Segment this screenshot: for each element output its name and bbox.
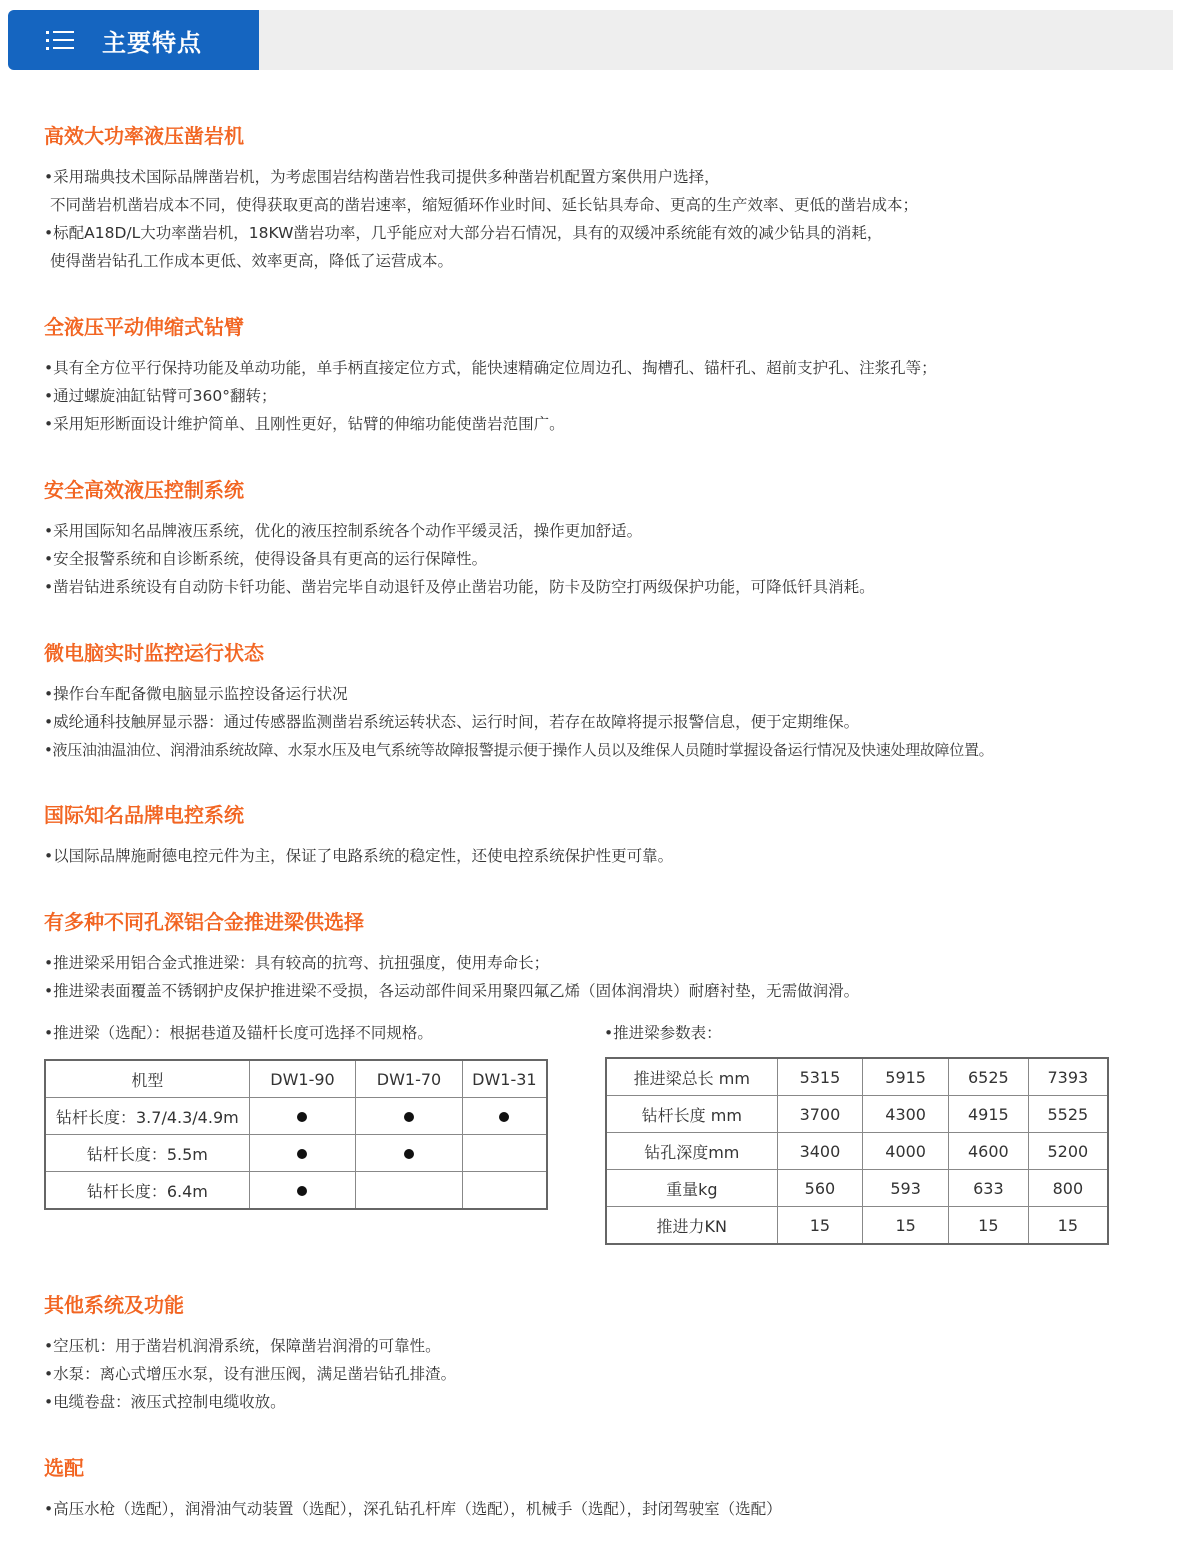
list-item: •以国际品牌施耐德电控元件为主，保证了电路系统的稳定性，还使电控系统保护性更可靠。 bbox=[44, 847, 674, 865]
row-label: 钻杆长度 mm bbox=[606, 1096, 777, 1133]
list-item: •采用矩形断面设计维护简单、且刚性更好，钻臂的伸缩功能使凿岩范围广。 bbox=[44, 415, 565, 433]
section-heading: 全液压平动伸缩式钻臂 bbox=[44, 315, 244, 339]
availability-dot bbox=[297, 1149, 307, 1159]
table-cell: 6525 bbox=[948, 1058, 1028, 1096]
feature-section bbox=[44, 640, 1194, 764]
availability-dot bbox=[404, 1149, 414, 1159]
availability-dot bbox=[499, 1112, 509, 1122]
list-item: •操作台车配备微电脑显示监控设备运行状况 bbox=[44, 685, 348, 703]
table-header-cell: DW1-31 bbox=[462, 1060, 547, 1098]
table-cell: 5315 bbox=[777, 1058, 863, 1096]
table-cell: 800 bbox=[1028, 1170, 1108, 1207]
row-label: 钻孔深度mm bbox=[606, 1133, 777, 1170]
row-label: 钻杆长度：5.5m bbox=[45, 1135, 249, 1172]
page-title: 主要特点 bbox=[102, 28, 202, 57]
table-cell: 15 bbox=[1028, 1207, 1108, 1245]
list-item: •高压水枪（选配），润滑油气动装置（选配），深孔钻孔杆库（选配），机械手（选配），封闭驾驶室（选配） bbox=[44, 1500, 782, 1518]
availability-cell bbox=[249, 1098, 356, 1135]
list-item: •液压油油温油位、润滑油系统故障、水泵水压及电气系统等故障报警提示便于操作人员以及维保人员随时掌握设备运行情况及快速处理故障位置。 bbox=[44, 741, 994, 759]
row-label: 钻杆长度：3.7/4.3/4.9m bbox=[45, 1098, 249, 1135]
table-cell: 7393 bbox=[1028, 1058, 1108, 1096]
availability-dot bbox=[297, 1112, 307, 1122]
section-heading: 高效大功率液压凿岩机 bbox=[44, 124, 244, 148]
feature-section bbox=[44, 314, 1194, 438]
feature-section bbox=[44, 802, 1194, 870]
availability-dot bbox=[297, 1186, 307, 1196]
table-row bbox=[606, 1207, 1108, 1245]
list-item: •水泵：离心式增压水泵，设有泄压阀，满足凿岩钻孔排渣。 bbox=[44, 1365, 457, 1383]
table-header-cell: DW1-90 bbox=[249, 1060, 356, 1098]
list-item: •凿岩钻进系统设有自动防卡钎功能、凿岩完毕自动退钎及停止凿岩功能，防卡及防空打两级保护功能，可降低钎具消耗。 bbox=[44, 578, 875, 596]
feature-section bbox=[44, 123, 1194, 275]
section-heading: 安全高效液压控制系统 bbox=[44, 478, 244, 502]
availability-cell bbox=[462, 1098, 547, 1135]
section-heading: 选配 bbox=[44, 1456, 84, 1480]
table-row bbox=[606, 1058, 1108, 1096]
feature-section bbox=[44, 477, 1194, 601]
table-header-row bbox=[45, 1060, 547, 1098]
list-item: •采用瑞典技术国际品牌凿岩机，为考虑围岩结构凿岩性我司提供多种凿岩机配置方案供用户选择， bbox=[44, 168, 720, 186]
list-item: 使得凿岩钻孔工作成本更低、效率更高，降低了运营成本。 bbox=[50, 252, 454, 270]
table-cell: 3700 bbox=[777, 1096, 863, 1133]
section-heading: 国际知名品牌电控系统 bbox=[44, 803, 244, 827]
list-item: •采用国际知名品牌液压系统，优化的液压控制系统各个动作平缓灵活，操作更加舒适。 bbox=[44, 522, 643, 540]
list-item: •推进梁采用铝合金式推进梁：具有较高的抗弯、抗扭强度，使用寿命长； bbox=[44, 954, 550, 972]
table-cell: 5915 bbox=[863, 1058, 949, 1096]
table-cell: 633 bbox=[948, 1170, 1028, 1207]
table-cell: 5200 bbox=[1028, 1133, 1108, 1170]
table-cell: 15 bbox=[863, 1207, 949, 1245]
feature-section bbox=[44, 1455, 1194, 1523]
list-item: •空压机：用于凿岩机润滑系统，保障凿岩润滑的可靠性。 bbox=[44, 1337, 441, 1355]
table-row bbox=[45, 1098, 547, 1135]
table-cell: 15 bbox=[777, 1207, 863, 1245]
table-cell: 15 bbox=[948, 1207, 1028, 1245]
section-header-tab bbox=[8, 10, 259, 70]
list-item: •标配A18D/L大功率凿岩机，18KW凿岩功率，几乎能应对大部分岩石情况，具有的双缓冲系统能有效的减少钻具的消耗， bbox=[44, 224, 883, 242]
list-item: •通过螺旋油缸钻臂可360°翻转； bbox=[44, 387, 277, 405]
table-row bbox=[606, 1133, 1108, 1170]
table-cell: 4600 bbox=[948, 1133, 1028, 1170]
table-row bbox=[45, 1135, 547, 1172]
table-cell: 5525 bbox=[1028, 1096, 1108, 1133]
availability-cell bbox=[462, 1172, 547, 1210]
table-cell: 3400 bbox=[777, 1133, 863, 1170]
feature-section bbox=[44, 1292, 1194, 1416]
list-item: •威纶通科技触屏显示器：通过传感器监测凿岩系统运转状态、运行时间，若存在故障将提示报警信息，便于定期维保。 bbox=[44, 713, 860, 731]
feature-section bbox=[44, 909, 1194, 1005]
table-header-cell: DW1-70 bbox=[356, 1060, 463, 1098]
table-header-cell: 机型 bbox=[45, 1060, 249, 1098]
row-label: 推进梁总长 mm bbox=[606, 1058, 777, 1096]
table-cell: 4300 bbox=[863, 1096, 949, 1133]
table-cell: 593 bbox=[863, 1170, 949, 1207]
list-item: •安全报警系统和自诊断系统，使得设备具有更高的运行保障性。 bbox=[44, 550, 488, 568]
beam-params-label: •推进梁参数表： bbox=[604, 1024, 722, 1042]
availability-cell bbox=[356, 1135, 463, 1172]
table-cell: 560 bbox=[777, 1170, 863, 1207]
beam-options-label: •推进梁（选配）：根据巷道及锚杆长度可选择不同规格。 bbox=[44, 1024, 433, 1042]
table-cell: 4915 bbox=[948, 1096, 1028, 1133]
availability-cell bbox=[249, 1135, 356, 1172]
availability-cell bbox=[356, 1098, 463, 1135]
section-heading: 有多种不同孔深铝合金推进梁供选择 bbox=[44, 910, 364, 934]
availability-cell bbox=[356, 1172, 463, 1210]
list-icon bbox=[46, 29, 76, 51]
table-row bbox=[606, 1170, 1108, 1207]
list-item: 不同凿岩机凿岩成本不同，使得获取更高的凿岩速率，缩短循环作业时间、延长钻具寿命、更高的生产效率、更低的凿岩成本； bbox=[50, 196, 919, 214]
table-row bbox=[45, 1172, 547, 1210]
beam-options-table bbox=[44, 1059, 548, 1210]
availability-cell bbox=[249, 1172, 356, 1210]
availability-cell bbox=[462, 1135, 547, 1172]
section-heading: 微电脑实时监控运行状态 bbox=[44, 641, 264, 665]
beam-params-table bbox=[605, 1057, 1109, 1245]
row-label: 推进力KN bbox=[606, 1207, 777, 1245]
availability-dot bbox=[404, 1112, 414, 1122]
table-row bbox=[606, 1096, 1108, 1133]
row-label: 重量kg bbox=[606, 1170, 777, 1207]
list-item: •电缆卷盘：液压式控制电缆收放。 bbox=[44, 1393, 286, 1411]
list-item: •推进梁表面覆盖不锈钢护皮保护推进梁不受损，各运动部件间采用聚四氟乙烯（固体润滑块）耐磨衬垫，无需做润滑。 bbox=[44, 982, 860, 1000]
section-heading: 其他系统及功能 bbox=[44, 1293, 184, 1317]
row-label: 钻杆长度：6.4m bbox=[45, 1172, 249, 1210]
table-cell: 4000 bbox=[863, 1133, 949, 1170]
list-item: •具有全方位平行保持功能及单动功能，单手柄直接定位方式，能快速精确定位周边孔、掏槽孔、锚杆孔、超前支护孔、注浆孔等； bbox=[44, 359, 937, 377]
